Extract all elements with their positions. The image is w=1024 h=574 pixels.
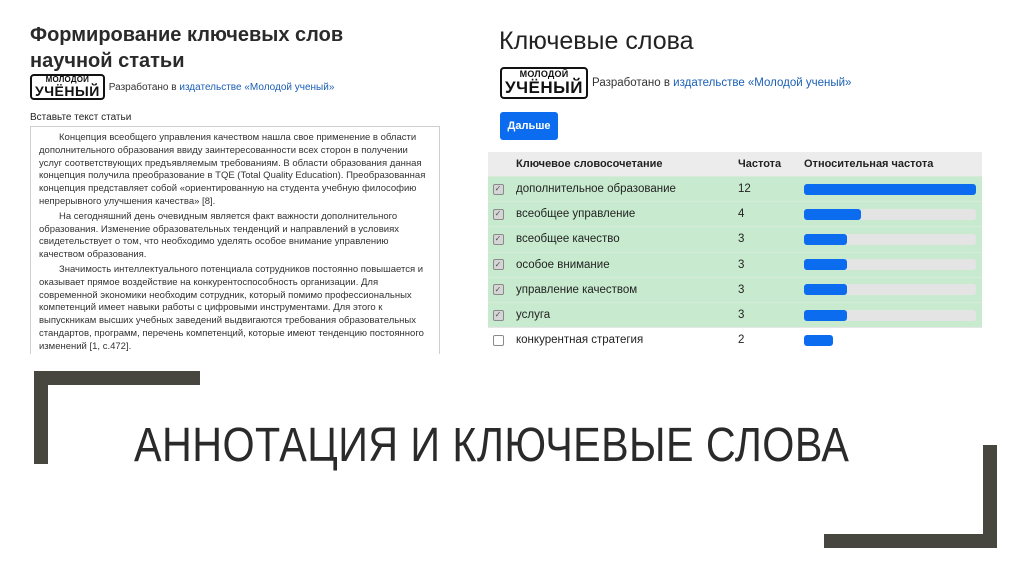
relative-frequency-fill bbox=[804, 310, 847, 321]
keyword-phrase: управление качеством bbox=[516, 283, 638, 296]
header-relative-frequency: Относительная частота bbox=[804, 158, 934, 170]
table-header bbox=[488, 152, 982, 176]
logo-line-1: МОЛОДОЙ bbox=[519, 69, 569, 79]
header-frequency: Частота bbox=[738, 158, 782, 170]
relative-frequency-bar bbox=[804, 259, 976, 270]
article-paragraph: Концепция всеобщего управления качеством нашла свое применение в области дополнительного образования ввиду заинтересованности всех сторон в получении услуг соответствующих предъявляемым требованиям. В области образования данная концепция получила преобразование в TQE (Total Quality Education). Преобразованная концепция представляет собой «ориентированную на студента учебную философию непрерывного улучшения качества» [8]. bbox=[39, 132, 426, 207]
keyword-frequency: 3 bbox=[738, 233, 745, 246]
relative-frequency-bar bbox=[804, 284, 976, 295]
developed-by-text bbox=[592, 77, 851, 89]
developed-prefix: Разработано в bbox=[108, 81, 177, 93]
keyword-phrase: всеобщее управление bbox=[516, 208, 636, 221]
logo-line-2: УЧЁНЫЙ bbox=[505, 78, 584, 97]
keyword-frequency: 3 bbox=[738, 309, 745, 322]
table-row[interactable] bbox=[488, 176, 982, 201]
logo-line-1: МОЛОДОЙ bbox=[45, 75, 90, 84]
table-row[interactable] bbox=[488, 226, 982, 251]
corner-bracket-top-left bbox=[34, 371, 48, 464]
keywords-title: Ключевые слова bbox=[499, 27, 694, 55]
corner-bracket-top-left bbox=[34, 371, 200, 385]
article-textarea[interactable] bbox=[30, 126, 440, 354]
table-row[interactable] bbox=[488, 327, 982, 352]
molodoy-uchenyi-logo bbox=[500, 67, 588, 99]
article-keywords-title: Формирование ключевых слов научной статьи bbox=[30, 24, 344, 72]
relative-frequency-bar bbox=[804, 234, 976, 245]
table-row[interactable] bbox=[488, 277, 982, 302]
relative-frequency-fill bbox=[804, 234, 847, 245]
publisher-link[interactable]: издательстве «Молодой ученый» bbox=[179, 81, 335, 93]
next-button[interactable]: Дальше bbox=[500, 112, 558, 140]
relative-frequency-bar bbox=[804, 310, 976, 321]
keyword-frequency: 2 bbox=[738, 334, 745, 347]
keyword-frequency: 3 bbox=[738, 258, 745, 271]
keyword-frequency: 12 bbox=[738, 183, 751, 196]
row-checkbox[interactable]: ✓ bbox=[493, 184, 504, 195]
publisher-link[interactable]: издательстве «Молодой ученый» bbox=[673, 77, 852, 89]
row-checkbox[interactable]: ✓ bbox=[493, 284, 504, 295]
row-checkbox[interactable]: ✓ bbox=[493, 234, 504, 245]
relative-frequency-fill bbox=[804, 284, 847, 295]
relative-frequency-fill bbox=[804, 335, 833, 346]
keyword-phrase: всеобщее качество bbox=[516, 233, 620, 246]
corner-bracket-bottom-right bbox=[824, 534, 997, 548]
keyword-frequency: 4 bbox=[738, 208, 745, 221]
publisher-row-right bbox=[500, 67, 851, 99]
developed-by-text bbox=[109, 82, 335, 93]
keyword-frequency: 3 bbox=[738, 283, 745, 296]
table-row[interactable] bbox=[488, 252, 982, 277]
article-paragraph: Значимость интеллектуального потенциала сотрудников постоянно повышается и оказывает прямое воздействие на конкурентоспособность организации. Для современной экономики необходим сотрудник, который помимо профессиональных компетенций имеет навыки работы с цифровыми инструментами. Для этого к выпускникам высших учебных заведений выдвигаются требования образовательных стандартов, программ, перечень компетенций, которые имеют тенденцию постоянного изменений [1, с.472]. bbox=[39, 263, 424, 352]
article-paragraph: На сегодняшний день очевидным является факт важности дополнительного образования. Изменение образовательных тенденций и направлений в условиях свидетельствует о том, что необходимо уделять особое внимание управлению качеством образования. bbox=[39, 210, 399, 261]
developed-prefix: Разработано в bbox=[592, 77, 670, 89]
table-body bbox=[488, 176, 982, 352]
row-checkbox[interactable]: ✓ bbox=[493, 259, 504, 270]
keyword-phrase: особое внимание bbox=[516, 258, 610, 271]
header-phrase: Ключевое словосочетание bbox=[516, 158, 663, 170]
keyword-phrase: услуга bbox=[516, 309, 551, 322]
keyword-phrase: конкурентная стратегия bbox=[516, 334, 644, 347]
row-checkbox[interactable]: ✓ bbox=[493, 209, 504, 220]
relative-frequency-bar bbox=[804, 335, 976, 346]
relative-frequency-fill bbox=[804, 184, 976, 195]
publisher-row bbox=[30, 74, 334, 100]
molodoy-uchenyi-logo bbox=[30, 74, 105, 100]
relative-frequency-bar bbox=[804, 184, 976, 195]
keywords-table bbox=[488, 152, 982, 352]
corner-bracket-bottom-right bbox=[983, 445, 997, 548]
row-checkbox[interactable] bbox=[493, 335, 504, 346]
insert-text-label: Вставьте текст статьи bbox=[30, 112, 132, 123]
slide-title: АННОТАЦИЯ И КЛЮЧЕВЫЕ СЛОВА bbox=[134, 419, 850, 472]
relative-frequency-fill bbox=[804, 259, 847, 270]
row-checkbox[interactable]: ✓ bbox=[493, 310, 504, 321]
logo-line-2: УЧЁНЫЙ bbox=[35, 83, 100, 99]
table-row[interactable] bbox=[488, 302, 982, 327]
relative-frequency-fill bbox=[804, 209, 861, 220]
relative-frequency-bar bbox=[804, 209, 976, 220]
keyword-phrase: дополнительное образование bbox=[516, 183, 676, 196]
table-row[interactable] bbox=[488, 201, 982, 226]
